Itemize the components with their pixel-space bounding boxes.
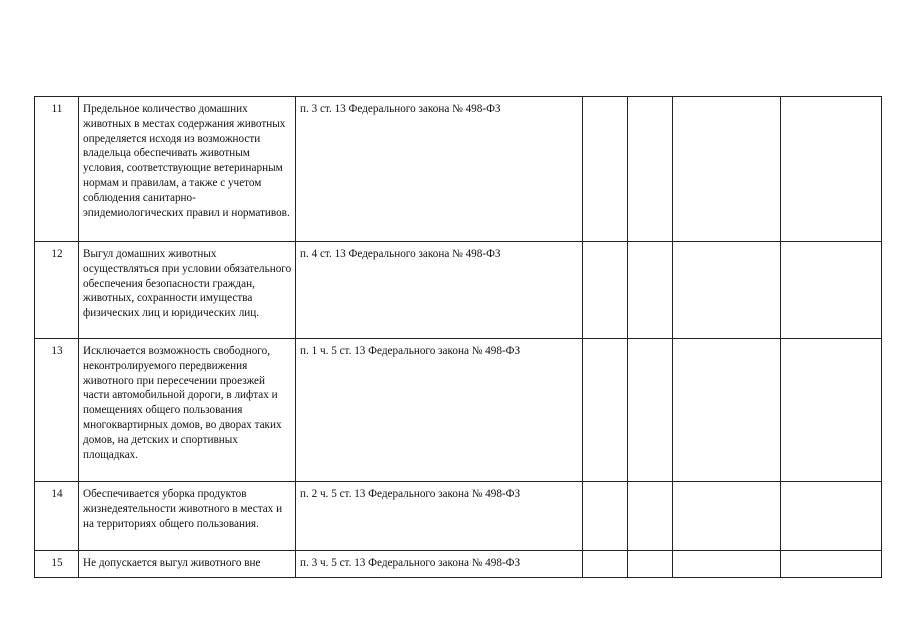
table-row	[35, 242, 882, 339]
empty-cell	[583, 339, 628, 482]
empty-cell	[583, 551, 628, 578]
empty-cell	[628, 242, 673, 339]
row-number: 12	[35, 242, 79, 339]
empty-cell	[583, 97, 628, 242]
empty-cell	[781, 551, 882, 578]
empty-cell	[628, 482, 673, 551]
requirement-text: Исключается возможность свободного, неконтролируемого передвижения животного при пересечении проезжей части автомобильной дороги, в лифтах и помещениях общего пользования многоквартирных домов, во дворах таких домов, на детских и спортивных площадках.	[79, 339, 296, 482]
empty-cell	[673, 482, 781, 551]
row-number: 15	[35, 551, 79, 578]
empty-cell	[673, 339, 781, 482]
checklist-table	[34, 96, 882, 578]
legal-reference: п. 1 ч. 5 ст. 13 Федерального закона № 498-ФЗ	[296, 339, 583, 482]
legal-reference: п. 2 ч. 5 ст. 13 Федерального закона № 498-ФЗ	[296, 482, 583, 551]
empty-cell	[673, 551, 781, 578]
empty-cell	[583, 242, 628, 339]
empty-cell	[781, 242, 882, 339]
table-row	[35, 482, 882, 551]
legal-reference: п. 3 ч. 5 ст. 13 Федерального закона № 498-ФЗ	[296, 551, 583, 578]
requirement-text: Обеспечивается уборка продуктов жизнедеятельности животного в местах и на территориях общего пользования.	[79, 482, 296, 551]
row-number: 13	[35, 339, 79, 482]
empty-cell	[628, 551, 673, 578]
table-row	[35, 97, 882, 242]
requirement-text: Выгул домашних животных осуществляться при условии обязательного обеспечения безопасности граждан, животных, сохранности имущества физических лиц и юридических лиц.	[79, 242, 296, 339]
table-row	[35, 339, 882, 482]
empty-cell	[628, 97, 673, 242]
legal-reference: п. 4 ст. 13 Федерального закона № 498-ФЗ	[296, 242, 583, 339]
row-number: 14	[35, 482, 79, 551]
empty-cell	[583, 482, 628, 551]
requirement-text: Предельное количество домашних животных в местах содержания животных определяется исходя из возможности владельца обеспечивать животным условия, соответствующие ветеринарным нормам и правилам, а также с учетом соблюдения санитарно-эпидемиологических правил и нормативов.	[79, 97, 296, 242]
row-number: 11	[35, 97, 79, 242]
empty-cell	[628, 339, 673, 482]
empty-cell	[781, 97, 882, 242]
empty-cell	[781, 339, 882, 482]
empty-cell	[673, 242, 781, 339]
requirement-text: Не допускается выгул животного вне	[79, 551, 296, 578]
empty-cell	[673, 97, 781, 242]
legal-reference: п. 3 ст. 13 Федерального закона № 498-ФЗ	[296, 97, 583, 242]
table-row	[35, 551, 882, 578]
empty-cell	[781, 482, 882, 551]
